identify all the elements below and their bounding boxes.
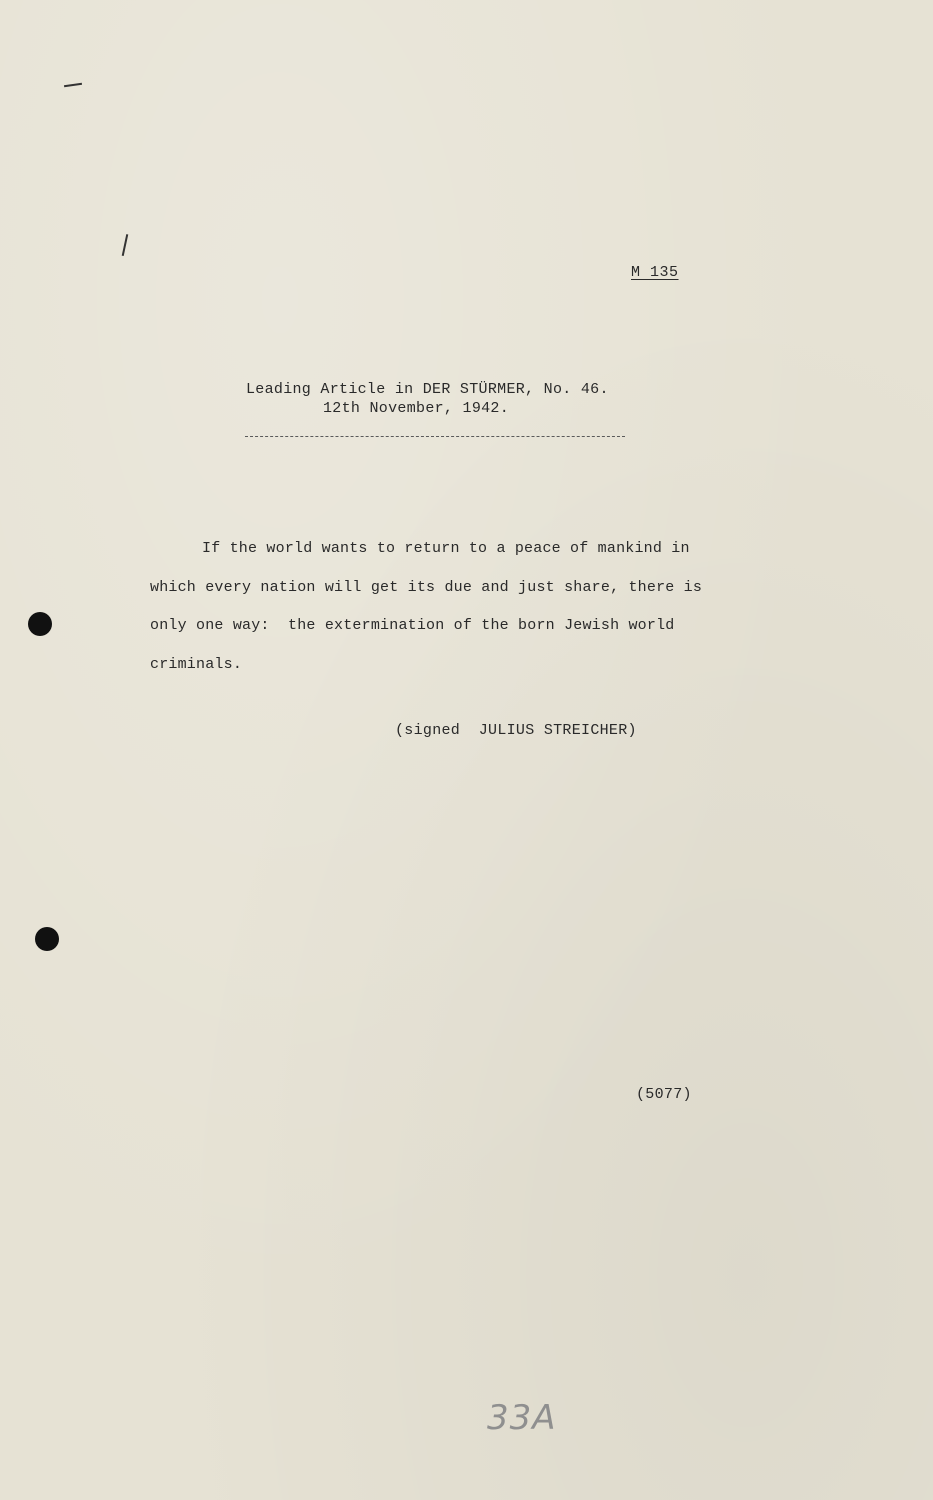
pen-stroke xyxy=(122,234,128,256)
article-heading xyxy=(246,380,609,418)
heading-date: 12th November, 1942. xyxy=(323,400,510,417)
article-body xyxy=(150,530,750,684)
punch-hole-bottom xyxy=(35,927,59,951)
heading-divider xyxy=(245,436,625,437)
pen-mark xyxy=(64,83,82,87)
punch-hole-top xyxy=(28,612,52,636)
heading-title: Leading Article in DER STÜRMER, No. 46. xyxy=(246,381,609,398)
signature-line: (signed JULIUS STREICHER) xyxy=(395,722,637,739)
body-line-3: only one way: the extermination of the born Jewish world xyxy=(150,617,675,634)
body-line-2: which every nation will get its due and just share, there is xyxy=(150,578,703,596)
body-line-4: criminals. xyxy=(150,655,243,673)
handwritten-page-stamp: 33A xyxy=(487,1398,557,1438)
document-number: M 135 xyxy=(631,264,679,281)
body-line-1: If the world wants to return to a peace of mankind in xyxy=(202,540,690,557)
reference-number: (5077) xyxy=(636,1086,692,1103)
